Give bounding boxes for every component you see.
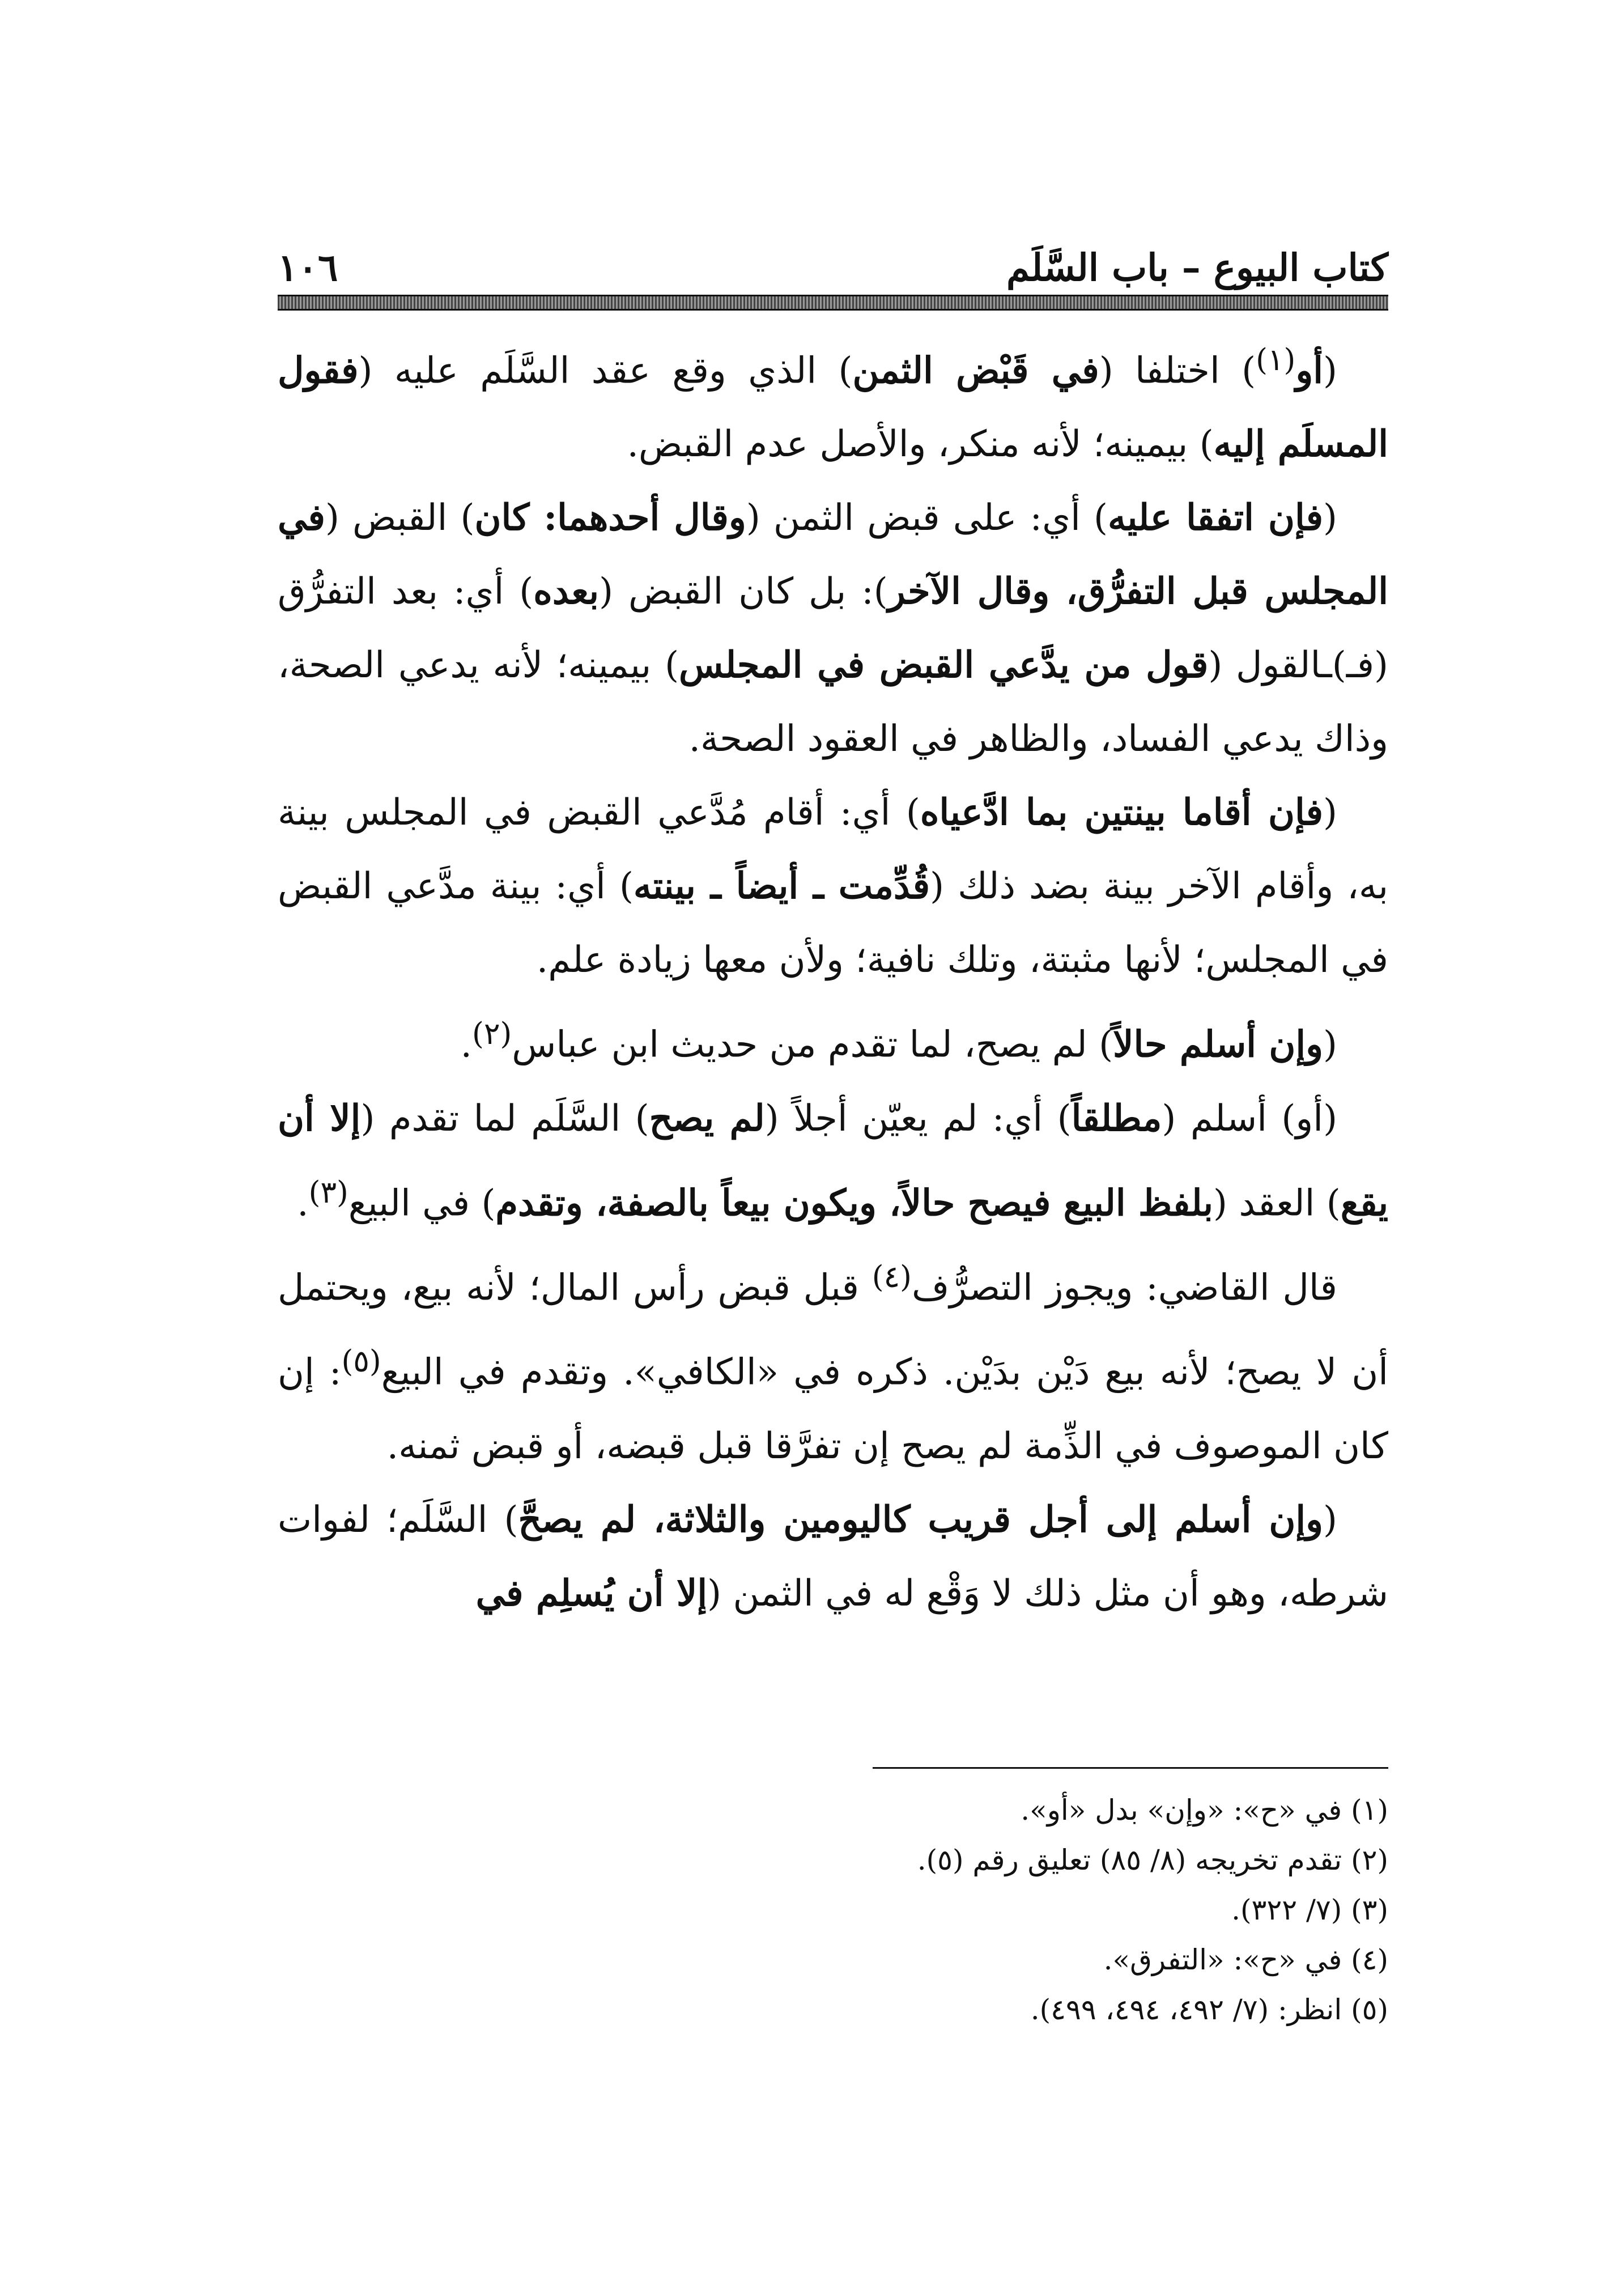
text-segment: ) أي: بينة مدَّعي القبض في المجلس؛ لأنها مثبتة، وتلك نافية؛ ولأن معها زيادة علم. <box>278 865 1388 982</box>
page-number: ١٠٦ <box>278 245 338 290</box>
bold-text-segment: قول من يدَّعي القبض في المجلس <box>679 644 1209 687</box>
text-segment: ) أي: على قبض الثمن ( <box>746 497 1108 540</box>
footnote-marker: (٤) <box>871 1258 912 1294</box>
paragraph-p7 <box>278 1483 1388 1630</box>
text-segment: ) السَّلَم؛ لفوات شرطه، وهو أن مثل ذلك لا وَقْع له في الثمن ( <box>278 1498 1388 1615</box>
text-segment: ) العقد ( <box>1213 1182 1341 1224</box>
bold-text-segment: وقال أحدهما: كان <box>474 496 746 540</box>
text-segment: ( <box>1323 1024 1337 1066</box>
text-segment: قال القاضي: ويجوز التصرُّف <box>911 1267 1338 1309</box>
bold-text-segment: وإن أسلم إلى أجل قريب كاليومين والثلاثة، لم يصحَّ <box>518 1498 1324 1541</box>
text-segment: ( <box>1323 350 1338 392</box>
footnote-5: (٥) انظر: (٧/ ٤٩٢، ٤٩٤، ٤٩٩). <box>1030 1993 1388 2026</box>
text-segment: ( <box>1323 497 1338 540</box>
paragraph-p4 <box>278 997 1388 1081</box>
text-segment: ( <box>1323 792 1338 834</box>
bold-text-segment: إلا أن يُسلِم في <box>475 1572 708 1615</box>
text-segment: ) أي: بعد التفرُّق (فـ)ـالقول ( <box>278 571 1389 687</box>
text-segment: ) الذي وقع عقد السَّلَم عليه ( <box>358 350 853 392</box>
bold-text-segment: لم يصح <box>649 1097 765 1140</box>
bold-text-segment: في المجلس قبل التفرُّق، وقال الآخر <box>278 496 1389 613</box>
footnote-marker: (٣) <box>308 1174 348 1210</box>
paragraph-p6 <box>278 1240 1388 1483</box>
header-rule <box>278 295 1388 311</box>
footnote-marker: (٥) <box>341 1343 381 1379</box>
text-segment: ): بل كان القبض ( <box>599 571 888 613</box>
bold-text-segment: فإن أقاما بينتين بما ادَّعياه <box>920 791 1324 834</box>
text-segment: ( <box>1323 1498 1338 1541</box>
text-segment: ) في البيع <box>348 1182 496 1224</box>
paragraph-p5 <box>278 1082 1388 1240</box>
footnote-3: (٣) (٧/ ٣٢٢). <box>1231 1893 1388 1926</box>
bold-text-segment: في قَبْض الثمن <box>852 349 1099 392</box>
bold-text-segment: فقول المسلَم إليه <box>278 349 1388 466</box>
text-segment: . <box>297 1182 309 1224</box>
bold-text-segment: إلا أن يقع <box>278 1097 1388 1224</box>
bold-text-segment: بلفظ البيع فيصح حالاً، ويكون بيعاً بالصفة، وتقدم <box>495 1181 1213 1224</box>
paragraph-p1 <box>278 323 1388 481</box>
bold-text-segment: أو <box>1295 349 1324 392</box>
paragraph-p3 <box>278 776 1388 997</box>
paragraph-p2 <box>278 481 1388 776</box>
text-segment: : إن كان الموصوف في الذِّمة لم يصح إن تفرَّقا قبل قبضه، أو قبض ثمنه. <box>278 1351 1388 1467</box>
footnote-1: (١) في «ح»: «وإن» بدل «أو». <box>1021 1794 1388 1827</box>
footnote-marker: (١) <box>1256 342 1296 377</box>
text-segment: ) اختلفا ( <box>1099 350 1256 392</box>
text-segment: . <box>460 1024 472 1066</box>
text-segment: ) أي: لم يعيّن أجلاً ( <box>764 1097 1072 1140</box>
footnote-2: (٢) تقدم تخريجه (٨/ ٨٥) تعليق رقم (٥). <box>917 1844 1388 1876</box>
bold-text-segment: قُدِّمت ـ أيضاً ـ بينته <box>633 865 930 908</box>
bold-text-segment: فإن اتفقا عليه <box>1108 496 1324 540</box>
footnote-4: (٤) في «ح»: «التفرق». <box>1103 1943 1388 1976</box>
text-segment: ) بيمينه؛ لأنه منكر، والأصل عدم القبض. <box>627 423 1214 466</box>
bold-text-segment: مطلقاً <box>1071 1097 1162 1140</box>
text-segment: ) السَّلَم لما تقدم ( <box>360 1097 649 1140</box>
page-header <box>278 224 1388 290</box>
text-segment: (أو) أسلم ( <box>1162 1097 1338 1140</box>
text-segment: ) لم يصح، لما تقدم من حديث ابن عباس <box>512 1024 1113 1066</box>
running-title: كتاب البيوع – باب السَّلَم <box>1006 245 1388 290</box>
footnotes <box>278 1785 1388 2035</box>
text-segment: ) القبض ( <box>325 497 475 540</box>
text-segment: ) بيمينه؛ لأنه يدعي الصحة، وذاك يدعي الفساد، والظاهر في العقود الصحة. <box>278 644 1388 761</box>
footnote-marker: (٢) <box>472 1016 512 1052</box>
text-segment: ) أي: أقام مُدَّعي القبض في المجلس بينة به، وأقام الآخر بينة بضد ذلك ( <box>278 792 1389 908</box>
footnote-separator <box>873 1767 1388 1769</box>
bold-text-segment: بعده <box>533 570 600 613</box>
text-segment: قبل قبض رأس المال؛ لأنه بيع، ويحتمل أن لا يصح؛ لأنه بيع دَيْن بدَيْن. ذكره في «الكافي». وتقدم في البيع <box>278 1267 1389 1394</box>
body-text <box>278 323 1388 1630</box>
bold-text-segment: وإن أسلم حالاً <box>1113 1023 1324 1066</box>
